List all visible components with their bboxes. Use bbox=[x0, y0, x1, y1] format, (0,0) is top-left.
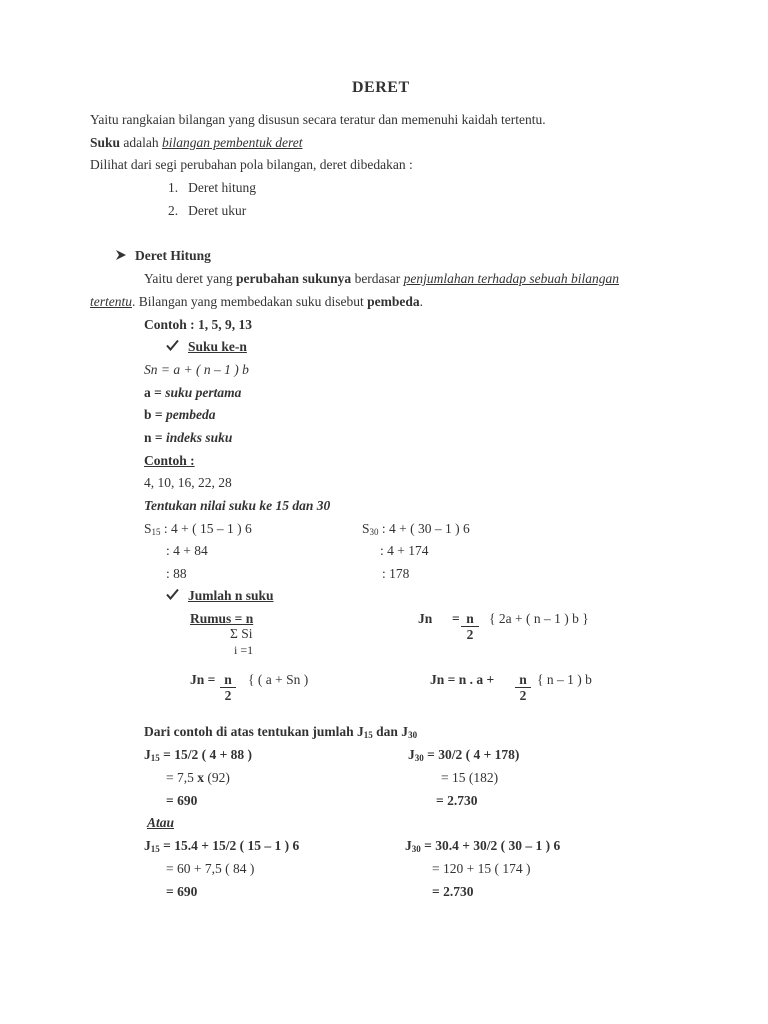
j30-line: $J_{30} = 30/2$ ( 4 + 178) bbox=[408, 747, 520, 763]
section-heading: Deret Hitung bbox=[115, 248, 211, 264]
j15-alt-result: = 690 bbox=[166, 884, 198, 899]
fraction-n-over-2: $\frac{n}{2}$ bbox=[220, 672, 236, 703]
intro-line: Dilihat dari segi perubahan pola bilangan, deret dibedakan : bbox=[90, 157, 413, 172]
s30-line: : 4 + 174 bbox=[380, 543, 429, 558]
suku-definition-text: bilangan pembentuk deret bbox=[162, 135, 303, 150]
definition-a: a = suku pertama bbox=[144, 385, 242, 400]
rumus-label: Rumus = n bbox=[190, 611, 254, 626]
sigma-symbol: Σ Si bbox=[230, 626, 253, 641]
formula-sn: Sn = a + ( n – 1 ) b bbox=[144, 362, 249, 377]
s15-line: : 4 + 84 bbox=[166, 543, 208, 558]
task-text: Dari contoh di atas tentukan jumlah $J_{15}$ dan $J_{30}$ bbox=[144, 724, 418, 740]
definition-b: b = pembeda bbox=[144, 407, 216, 422]
jn-formula-3-left: Jn = n . a + bbox=[430, 672, 495, 687]
example-heading: Contoh : bbox=[144, 453, 195, 468]
arrowhead-bullet-icon bbox=[115, 249, 127, 261]
intro-line: Yaitu rangkaian bilangan yang disusun secara teratur dan memenuhi kaidah tertentu. bbox=[90, 112, 546, 127]
fraction-n-over-2: $\frac{n}{2}$ bbox=[515, 672, 531, 703]
j15-alt-line: $J_{15} = 15.4 + 15/2$ ( 15 – 1 ) 6 bbox=[144, 838, 300, 854]
task-text: Tentukan nilai suku ke 15 dan 30 bbox=[144, 498, 331, 513]
s15-line: $S_{15}$ : 4 + ( 15 – 1 ) 6 bbox=[144, 521, 252, 537]
paragraph-line: tertentu. Bilangan yang membedakan suku disebut pembeda. bbox=[90, 294, 423, 309]
s15-result: : 88 bbox=[166, 566, 187, 581]
subheading-suku-ke-n: Suku ke-n bbox=[166, 339, 247, 355]
example-sequence: 4, 10, 16, 22, 28 bbox=[144, 475, 232, 490]
list-item: 2. Deret ukur bbox=[168, 203, 247, 218]
jn-formula-2-rest: { ( a + Sn ) bbox=[248, 672, 309, 687]
list-item: 1. Deret hitung bbox=[168, 180, 256, 195]
jn-formula-3-rest: { n – 1 ) b bbox=[537, 672, 592, 687]
jn-formula-2-left: Jn = bbox=[190, 672, 216, 687]
suku-definition: Suku adalah bilangan pembentuk deret bbox=[90, 135, 303, 150]
j15-alt-line: = 60 + 7,5 ( 84 ) bbox=[166, 861, 255, 876]
subheading-jumlah-n-suku: Jumlah n suku bbox=[166, 588, 274, 604]
atau-label: Atau bbox=[147, 815, 175, 830]
j15-result: = 690 bbox=[166, 793, 198, 808]
sigma-index: i =1 bbox=[234, 643, 254, 657]
jn-formula-1-left: Jn bbox=[418, 611, 433, 626]
paragraph-line: Yaitu deret yang perubahan sukunya berdasar penjumlahan terhadap sebuah bilangan bbox=[144, 271, 620, 286]
checkmark-icon bbox=[166, 339, 179, 351]
definition-n: n = indeks suku bbox=[144, 430, 233, 445]
checkmark-icon bbox=[166, 588, 179, 600]
j30-alt-line: $J_{30} = 30.4 + 30/2$ ( 30 – 1 ) 6 bbox=[405, 838, 561, 854]
j30-alt-result: = 2.730 bbox=[432, 884, 474, 899]
s30-line: $S_{30}$ : 4 + ( 30 – 1 ) 6 bbox=[362, 521, 470, 537]
jn-formula-1-rest: { 2a + ( n – 1 ) b } bbox=[489, 611, 589, 626]
fraction-n-over-2: $\frac{n}{2}$ bbox=[461, 611, 479, 642]
j15-line: = 7,5 x (92) bbox=[166, 770, 230, 785]
page-title: DERET bbox=[352, 79, 410, 96]
example-sequence: Contoh : 1, 5, 9, 13 bbox=[144, 317, 253, 332]
term-suku: Suku bbox=[90, 135, 121, 150]
j30-alt-line: = 120 + 15 ( 174 ) bbox=[432, 861, 531, 876]
j30-result: = 2.730 bbox=[436, 793, 478, 808]
j15-line: $J_{15} = 15/2$ ( 4 + 88 ) bbox=[144, 747, 253, 763]
j30-line: = 15 (182) bbox=[441, 770, 499, 785]
s30-result: : 178 bbox=[382, 566, 410, 581]
jn-formula-1-eq: = bbox=[452, 611, 460, 626]
